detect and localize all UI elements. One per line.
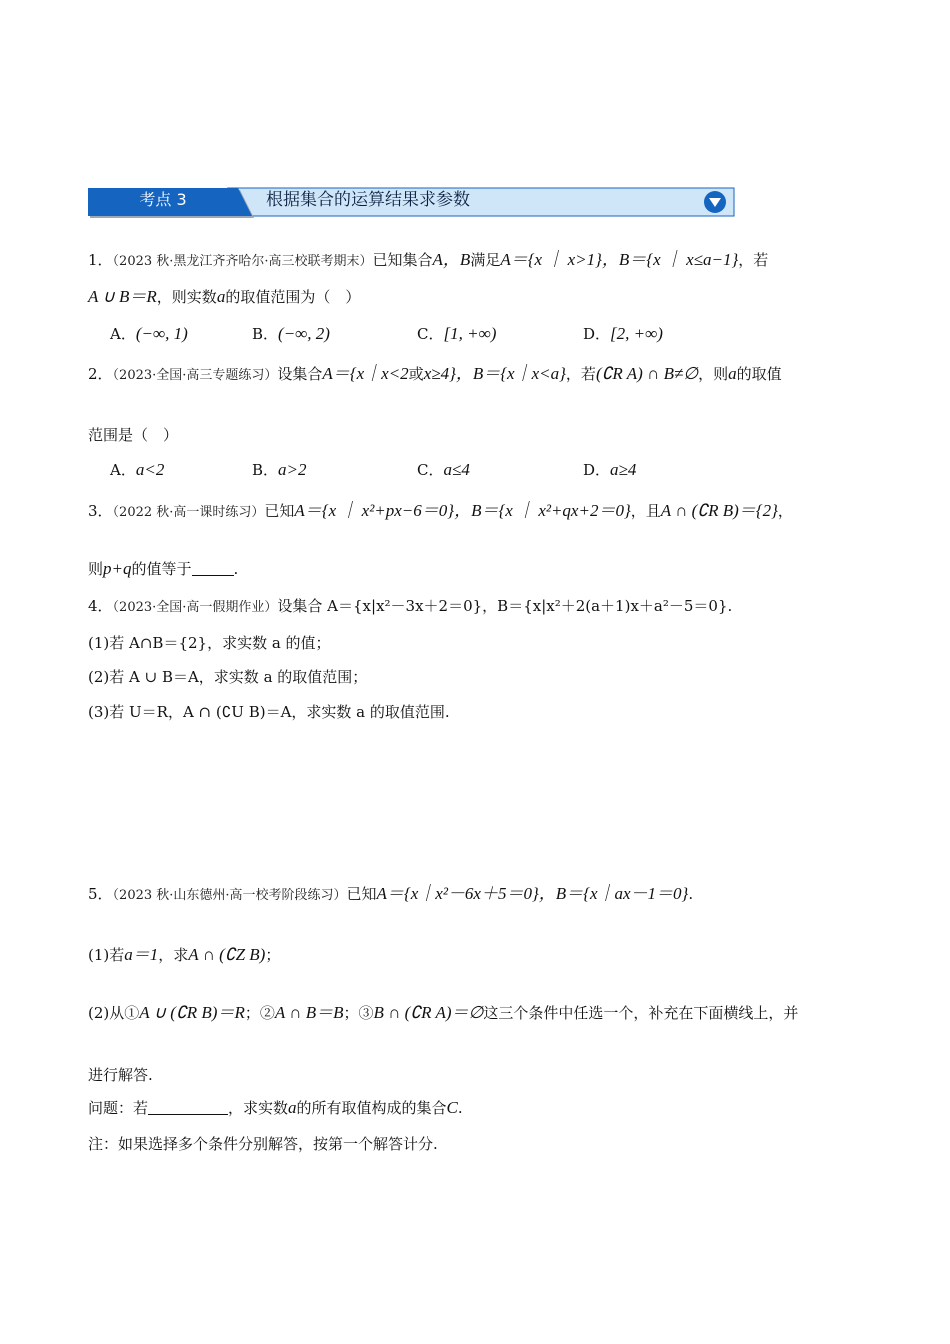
q1-option-d[interactable]: D．[2, +∞) bbox=[583, 324, 663, 343]
q5-part-1: (1)若a＝1，求A ∩ (∁Z B)； bbox=[88, 945, 281, 964]
q5-condition-3: B ∩ (∁R A)＝∅ bbox=[373, 1003, 484, 1022]
q2-option-d[interactable]: D．a≥4 bbox=[583, 460, 637, 479]
q5-condition-1: A ∪ (∁R B)＝R bbox=[139, 1003, 245, 1022]
q1-option-b[interactable]: B．(−∞, 2) bbox=[252, 324, 330, 343]
q2-option-c[interactable]: C．a≤4 bbox=[417, 460, 470, 479]
q2-stem: 2．（2023·全国·高三专题练习）设集合A＝{x｜x<2或x≥4}，B＝{x｜x<a}，若(∁R A) ∩ B≠∅，则a的取值 bbox=[88, 364, 782, 383]
q3-stem: 3．（2022 秋·高一课时练习）已知A＝{x ｜ x²+px−6＝0}，B＝{x ｜ x²+qx+2＝0}，且A ∩ (∁R B)＝{2}， bbox=[88, 501, 793, 520]
q4-source: （2023·全国·高一假期作业） bbox=[112, 600, 278, 615]
chevron-down-circle-icon[interactable] bbox=[702, 189, 728, 215]
q1-option-a[interactable]: A．(−∞, 1) bbox=[110, 324, 188, 343]
q1-number: 1． bbox=[88, 251, 113, 269]
q3-condition: A ∩ (∁R B)＝{2} bbox=[660, 501, 778, 520]
q1-stem: 1．（2023 秋·黑龙江齐齐哈尔·高三校联考期末）已知集合A，B满足A＝{x ｜ x>1}，B＝{x ｜ x≤a−1}，若 bbox=[88, 250, 769, 269]
section-tag: 考点 3 bbox=[139, 190, 187, 209]
q2-stem-line2: 范围是（ ） bbox=[88, 426, 179, 444]
q5-answer-blank[interactable] bbox=[148, 1098, 228, 1115]
q2-source: （2023·全国·高三专题练习） bbox=[112, 368, 278, 383]
q2-condition: (∁R A) ∩ B≠∅ bbox=[595, 364, 699, 383]
q5-condition-2: A ∩ B＝B bbox=[274, 1003, 344, 1022]
q4-part-1: (1)若 A∩B＝{2}，求实数 a 的值； bbox=[88, 634, 331, 652]
q4-part-2: (2)若 A ∪ B＝A，求实数 a 的取值范围； bbox=[88, 668, 368, 686]
q5-number: 5． bbox=[88, 885, 113, 903]
section-banner bbox=[88, 186, 736, 220]
q5-part-2-line2: 进行解答. bbox=[88, 1066, 153, 1084]
q5-note: 注：如果选择多个条件分别解答，按第一个解答计分. bbox=[88, 1135, 438, 1153]
q2-option-a[interactable]: A．a<2 bbox=[110, 460, 165, 479]
q4-number: 4． bbox=[88, 597, 113, 615]
q3-source: （2022 秋·高一课时练习） bbox=[112, 505, 265, 520]
q5-part-2: (2)从①A ∪ (∁R B)＝R；②A ∩ B＝B；③B ∩ (∁R A)＝∅这三个条件中任选一个，补充在下面横线上，并 bbox=[88, 1003, 799, 1022]
q4-stem: 4．（2023·全国·高一假期作业）设集合 A＝{x|x²－3x＋2＝0}，B＝{x|x²＋2(a＋1)x＋a²－5＝0}. bbox=[88, 597, 733, 615]
q5-question: 问题：若 ，求实数a的所有取值构成的集合C. bbox=[88, 1098, 463, 1117]
q1-stem-line2: A ∪ B＝R，则实数a的取值范围为（ ） bbox=[88, 287, 361, 306]
q1-option-c[interactable]: C．[1, +∞) bbox=[417, 324, 497, 343]
q4-part-3: (3)若 U＝R，A ∩ (∁U B)＝A，求实数 a 的取值范围. bbox=[88, 703, 450, 721]
q1-formula: A＝{x ｜ x>1}，B＝{x ｜ x≤a−1} bbox=[500, 250, 739, 269]
q2-number: 2． bbox=[88, 365, 113, 383]
q2-options bbox=[110, 458, 710, 482]
q5-stem: 5．（2023 秋·山东德州·高一校考阶段练习）已知A＝{x｜x²－6x＋5＝0}，B＝{x｜ax－1＝0}. bbox=[88, 884, 694, 903]
q3-number: 3． bbox=[88, 502, 113, 520]
q1-options bbox=[110, 322, 710, 346]
q3-stem-line2: 则p+q的值等于 . bbox=[88, 559, 239, 578]
q3-answer-blank[interactable] bbox=[192, 559, 234, 576]
q2-option-b[interactable]: B．a>2 bbox=[252, 460, 307, 479]
q1-source: （2023 秋·黑龙江齐齐哈尔·高三校联考期末） bbox=[112, 254, 373, 269]
section-title: 根据集合的运算结果求参数 bbox=[266, 190, 470, 210]
q5-source: （2023 秋·山东德州·高一校考阶段练习） bbox=[112, 888, 347, 903]
